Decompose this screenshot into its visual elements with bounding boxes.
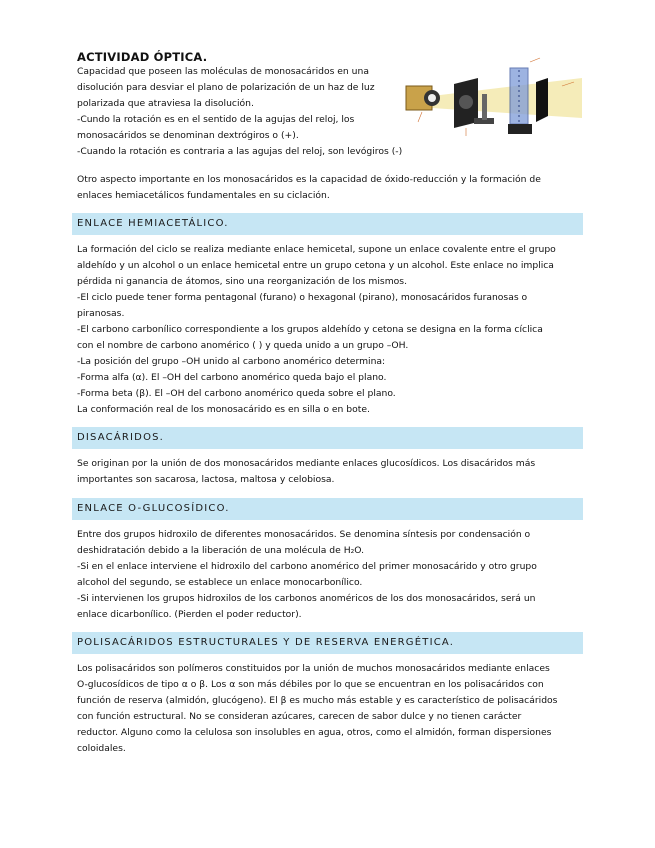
hemiacetalico-line: -Forma beta (β). El –OH del carbono anomérico queda sobre el plano. xyxy=(77,388,396,399)
polisacaridos-line: coloidales. xyxy=(77,743,126,754)
section-heading-text: ENLACE O-GLUCOSÍDICO. xyxy=(77,503,230,514)
polisacaridos-line: O-glucosídicos de tipo α o β. Los α son más débiles por lo que se encuentran en los polisacáridos con xyxy=(77,679,544,690)
polisacaridos-line: con función estructural. No se consideran azúcares, carecen de sabor dulce y no tienen carácter xyxy=(77,711,522,722)
section-heading-polisacaridos xyxy=(72,632,583,654)
polisacaridos-line: Los polisacáridos son polímeros constituidos por la unión de muchos monosacáridos mediante enlaces xyxy=(77,663,550,674)
hemiacetalico-line: aldehído y un alcohol o un enlace hemicetal entre un grupo cetona y un alcohol. Este enlace no implica xyxy=(77,260,554,271)
disacaridos-line: Se originan por la unión de dos monosacáridos mediante enlaces glucosídicos. Los disacáridos más xyxy=(77,458,536,469)
hemiacetalico-line: piranosas. xyxy=(77,308,125,319)
hemiacetalico-line: con el nombre de carbono anomérico ( ) y queda unido a un grupo –OH. xyxy=(77,340,409,351)
hemiacetalico-line: pérdida ni ganancia de átomos, sino una reorganización de los mismos. xyxy=(77,276,407,287)
tube-base xyxy=(508,124,532,134)
section-heading-hemiacetalico xyxy=(72,213,583,235)
hemiacetalico-line: -Forma alfa (α). El –OH del carbono anomérico queda bajo el plano. xyxy=(77,372,387,383)
hemiacetalico-line: La conformación real de los monosacárido es en silla o en bote. xyxy=(77,404,370,415)
glucosidico-line: -Si en el enlace interviene el hidroxilo del carbono anomérico del primer monosacárido y otro grupo xyxy=(77,561,537,572)
glucosidico-line: alcohol del segundo, se establece un enlace monocarbonílico. xyxy=(77,577,363,588)
optica-line: -Cuando la rotación es contraria a las agujas del reloj, son levógiros (-) xyxy=(77,146,403,157)
section-heading-text: POLISACÁRIDOS ESTRUCTURALES Y DE RESERVA ENERGÉTICA. xyxy=(77,637,455,648)
polarimeter-illustration xyxy=(402,56,582,146)
optica-line: Capacidad que poseen las moléculas de monosacáridos en una xyxy=(77,66,369,77)
hemiacetalico-line: La formación del ciclo se realiza mediante enlace hemicetal, supone un enlace covalente entre el grupo xyxy=(77,244,556,255)
optica-line: -Cundo la rotación es en el sentido de la agujas del reloj, los xyxy=(77,114,355,125)
glucosidico-line: -Si intervienen los grupos hidroxilos de los carbonos anoméricos de los dos monosacáridos, será un xyxy=(77,593,536,604)
analyzer xyxy=(536,78,548,122)
intro-line: enlaces hemiacetálicos fundamentales en su ciclación. xyxy=(77,190,330,201)
section-heading-disacaridos xyxy=(72,427,583,449)
hemiacetalico-line: -El carbono carbonílico correspondiente a los grupos aldehído y cetona se designa en la forma cíclica xyxy=(77,324,543,335)
section-heading-glucosidico xyxy=(72,498,583,520)
glucosidico-line: enlace dicarbonílico. (Pierden el poder reductor). xyxy=(77,609,302,620)
section-heading-text: DISACÁRIDOS. xyxy=(77,432,165,443)
polisacaridos-line: función de reserva (almidón, glucógeno). El β es mucho más estable y es característico de polisacáridos xyxy=(77,695,558,706)
glucosidico-line: deshidratación debido a la liberación de una molécula de H₂O. xyxy=(77,545,365,556)
polisacaridos-line: reductor. Alguno como la celulosa son insolubles en agua, otros, como el almidón, forman dispersiones xyxy=(77,727,552,738)
hemiacetalico-line: -La posición del grupo –OH unido al carbono anomérico determina: xyxy=(77,356,386,367)
section-title-actividad-optica: ACTIVIDAD ÓPTICA. xyxy=(77,50,208,64)
optica-line: monosacáridos se denominan dextrógiros o (+). xyxy=(77,130,299,141)
glucosidico-line: Entre dos grupos hidroxilo de diferentes monosacáridos. Se denomina síntesis por condensación o xyxy=(77,529,531,540)
optica-line: polarizada que atraviesa la disolución. xyxy=(77,98,254,109)
optica-line: disolución para desviar el plano de polarización de un haz de luz xyxy=(77,82,375,93)
section-heading-text: ENLACE HEMIACETÁLICO. xyxy=(77,218,229,229)
hemiacetalico-line: -El ciclo puede tener forma pentagonal (furano) o hexagonal (pirano), monosacáridos furanosas o xyxy=(77,292,528,303)
intro-line: Otro aspecto importante en los monosacáridos es la capacidad de óxido-reducción y la formación de xyxy=(77,174,541,185)
disacaridos-line: importantes son sacarosa, lactosa, maltosa y celobiosa. xyxy=(77,474,335,485)
